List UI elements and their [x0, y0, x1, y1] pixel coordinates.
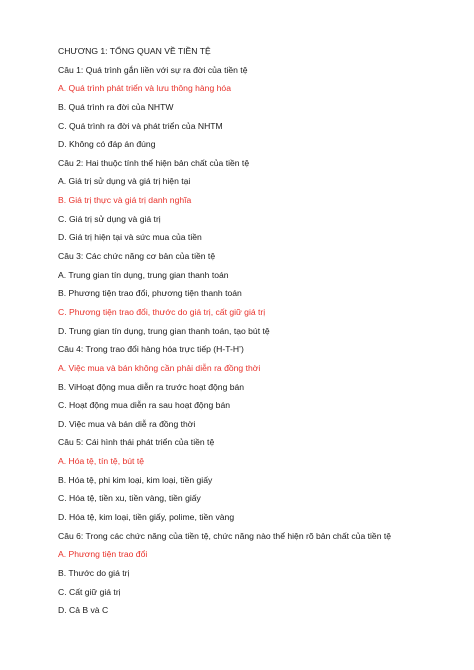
q4-option-d: D. Việc mua và bán diễ ra đồng thời: [58, 418, 196, 429]
question-6: Câu 6: Trong các chức năng của tiền tệ, chức năng nào thể hiện rõ bản chất của tiền tệ: [58, 530, 392, 541]
q1-option-a: A. Quá trình phát triển và lưu thông hàng hóa: [58, 83, 231, 94]
question-2: Câu 2: Hai thuộc tính thể hiện bản chất của tiền tệ: [58, 157, 250, 168]
question-4: Câu 4: Trong trao đổi hàng hóa trực tiếp (H-T-H’): [58, 344, 244, 355]
page-title: CHƯƠNG 1: TỔNG QUAN VỀ TIỀN TỆ: [58, 46, 211, 56]
q1-option-b: B. Quá trình ra đời của NHTW: [58, 101, 174, 112]
q2-option-c: C. Giá trị sử dụng và giá trị: [58, 213, 161, 224]
q6-option-d: D. Cả B và C: [58, 605, 109, 616]
q5-option-c: C. Hóa tệ, tiền xu, tiền vàng, tiền giấy: [58, 493, 201, 504]
q4-option-b: B. ViHoạt động mua diễn ra trước hoạt động bán: [58, 381, 245, 392]
q3-option-d: D. Trung gian tín dụng, trung gian thanh toán, tạo bút tệ: [58, 325, 270, 336]
q4-option-c: C. Hoạt động mua diễn ra sau hoạt động bán: [58, 400, 230, 411]
q2-option-b: B. Giá trị thực và giá trị danh nghĩa: [58, 195, 192, 206]
q5-option-a: A. Hóa tệ, tín tệ, bút tệ: [58, 456, 144, 467]
q3-option-c: C. Phương tiện trao đổi, thước do giá trị, cất giữ giá trị: [58, 306, 266, 317]
question-3: Câu 3: Các chức năng cơ bản của tiền tệ: [58, 251, 216, 262]
q5-option-b: B. Hóa tệ, phi kim loại, kim loại, tiền giấy: [58, 474, 213, 485]
q2-option-d: D. Giá trị hiện tại và sức mua của tiền: [58, 232, 202, 243]
q1-option-d: D. Không có đáp án đúng: [58, 139, 156, 150]
q3-option-b: B. Phương tiện trao đổi, phương tiện thanh toán: [58, 288, 242, 299]
q6-option-c: C. Cất giữ giá trị: [58, 586, 121, 597]
question-5: Câu 5: Cái hình thái phát triển của tiền tệ: [58, 437, 215, 448]
q6-option-b: B. Thước do giá trị: [58, 567, 130, 578]
q3-option-a: A. Trung gian tín dụng, trung gian thanh toán: [58, 269, 229, 280]
q4-option-a: A. Việc mua và bán không cần phải diễn ra đồng thời: [58, 362, 261, 373]
q1-option-c: C. Quá trình ra đời và phát triển của NHTM: [58, 120, 223, 131]
document-content: [58, 46, 458, 624]
q6-option-a: A. Phương tiện trao đổi: [58, 549, 148, 560]
question-1: Câu 1: Quá trình gắn liền với sự ra đời của tiền tệ: [58, 64, 248, 75]
q2-option-a: A. Giá trị sử dụng và giá trị hiện tại: [58, 176, 191, 187]
q5-option-d: D. Hóa tệ, kim loại, tiền giấy, polime, tiền vàng: [58, 512, 235, 523]
